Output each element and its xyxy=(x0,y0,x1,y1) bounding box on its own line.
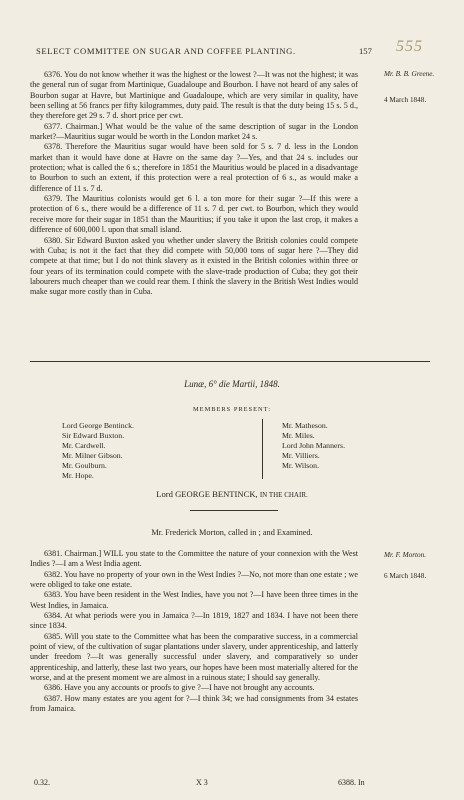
sidenote-date-march-4: 4 March 1848. xyxy=(384,96,427,104)
chair-name: Lord GEORGE BENTINCK, xyxy=(156,489,258,499)
members-present-heading: MEMBERS PRESENT: xyxy=(192,406,271,413)
paragraph-6379: 6379. The Mauritius colonists would get 6 l. a ton more for their sugar ?—If this were a protection of 6 s., there would be a difference of 11 s. 7 d. per cwt. to Bourbon, which they would receive more for their sugar in 1851 than the Mauritius; if you take it upon the last crop, it makes a difference of 600,000 l. upon that small island. xyxy=(30,194,358,235)
paragraph-6385: 6385. Will you state to the Committee what has been the comparative success, in a commercial point of view, of the cultivation of sugar plantations under slavery, under apprenticeship, and latterly under freedom ?—It was generally successful under slavery, and comparatively so under apprenticeship, and latterly, these last two years, our hopes have been most materially altered for the worse, and at the present moment we are almost in a ruinous state; I should say generally. xyxy=(30,631,358,683)
chair-line xyxy=(0,489,464,499)
footer-sheet-number: 0.32. xyxy=(34,778,50,787)
paragraph-6380: 6380. Sir Edward Buxton asked you whether under slavery the British colonies could compete with Cuba; is not it the fact that they did compete with 50,000 tons of sugar here ?—They did compete at that time; but I do not think slavery as it existed in the British colonies within three or four years of its termination could compete with the slave-trade production of Cuba; they got their labourers much cheaper than we could rear them. I think the slavery in the British West Indies would make sugar more costly than in Cuba. xyxy=(30,235,358,297)
short-divider xyxy=(190,510,278,511)
paragraph-6383: 6383. You have been resident in the West Indies, have you not ?—I have been three times in the West Indies, in Jamaica. xyxy=(30,590,358,610)
sidenote-witness-morton: Mr. F. Morton. xyxy=(384,551,426,559)
member-name: Mr. Milner Gibson. xyxy=(62,451,123,460)
sidenote-witness-greene: Mr. B. B. Greene. xyxy=(384,70,435,78)
paragraph-6387: 6387. How many estates are you agent for ?—I think 34; we had consignments from 34 estates from Jamaica. xyxy=(30,693,358,714)
member-name: Lord John Manners. xyxy=(282,441,346,450)
paragraph-6384: 6384. At what periods were you in Jamaica ?—In 1819, 1827 and 1834. I have not been there since 1834. xyxy=(30,611,358,631)
paragraph-6381: 6381. Chairman.] WILL you state to the Committee the nature of your connexion with the West Indies ?—I am a West India agent. xyxy=(30,549,358,569)
running-header: SELECT COMMITTEE ON SUGAR AND COFFEE PLANTING. xyxy=(36,46,296,56)
paragraph-6386: 6386. Have you any accounts or proofs to give ?—I have not brought any accounts. xyxy=(44,683,315,693)
member-name: Mr. Goulburn. xyxy=(62,461,107,470)
testimony-part-two xyxy=(30,549,358,715)
chair-suffix: IN THE CHAIR. xyxy=(259,491,308,499)
paragraph-6378: 6378. Therefore the Mauritius sugar would have been sold for 5 s. 7 d. less in the London market than it would have done at Havre on the same day ?—Yes, and that 24 s. includes our protection; what is called the 6 s.; therefore in 1851 the Mauritius would be placed in a disadvantage to Bourbon to such an extent, if this protection were a real protection of 6 s., as would make a difference of 11 s. 7 d. xyxy=(30,142,358,193)
session-date-line: Lunæ, 6° die Martii, 1848. xyxy=(184,379,280,389)
testimony-part-one xyxy=(30,70,358,298)
witness-called-in: Mr. Frederick Morton, called in ; and Examined. xyxy=(151,528,313,537)
member-name: Mr. Matheson. xyxy=(282,421,328,430)
footer-signature-mark: X 3 xyxy=(196,778,208,787)
paragraph-6382: 6382. You have no property of your own in the West Indies ?—No, not more than one estate ; we were obliged to take one estate. xyxy=(30,569,358,590)
member-name: Mr. Hope. xyxy=(62,471,94,480)
footer-catchword: 6388. In xyxy=(338,778,365,787)
paragraph-6377: 6377. Chairman.] What would be the value of the same description of sugar in the London market?—Mauritius sugar would be worth in the London market 24 s. xyxy=(30,121,358,142)
paragraph-6376: 6376. You do not know whether it was the highest or the lowest ?—It was not the highest; it was the general run of sugar from Martinique, Guadaloupe and Bourbon. I have not heard of any sales of Bourbon sugar at Havre, but Martinique and Guadaloupe, which are very similar in quality, have been selling at 56 francs per fifty kilogrammes, duty paid. The result is that the duty being 15 s. 5 d., they therefore get 29 s. 7 d. short price per cwt. xyxy=(30,70,358,121)
members-column-divider xyxy=(262,419,263,479)
member-name: Sir Edward Buxton. xyxy=(62,431,125,440)
page-number: 157 xyxy=(359,46,372,56)
members-list-right xyxy=(282,421,345,471)
member-name: Mr. Miles. xyxy=(282,431,315,440)
member-name: Mr. Villiers. xyxy=(282,451,320,460)
members-list-left xyxy=(62,421,134,481)
section-divider xyxy=(30,361,430,362)
handwritten-folio-number: 555 xyxy=(396,38,423,55)
member-name: Mr. Cardwell. xyxy=(62,441,106,450)
member-name: Mr. Wilson. xyxy=(282,461,320,470)
sidenote-date-march-6: 6 March 1848. xyxy=(384,572,427,580)
member-name: Lord George Bentinck. xyxy=(62,421,134,430)
